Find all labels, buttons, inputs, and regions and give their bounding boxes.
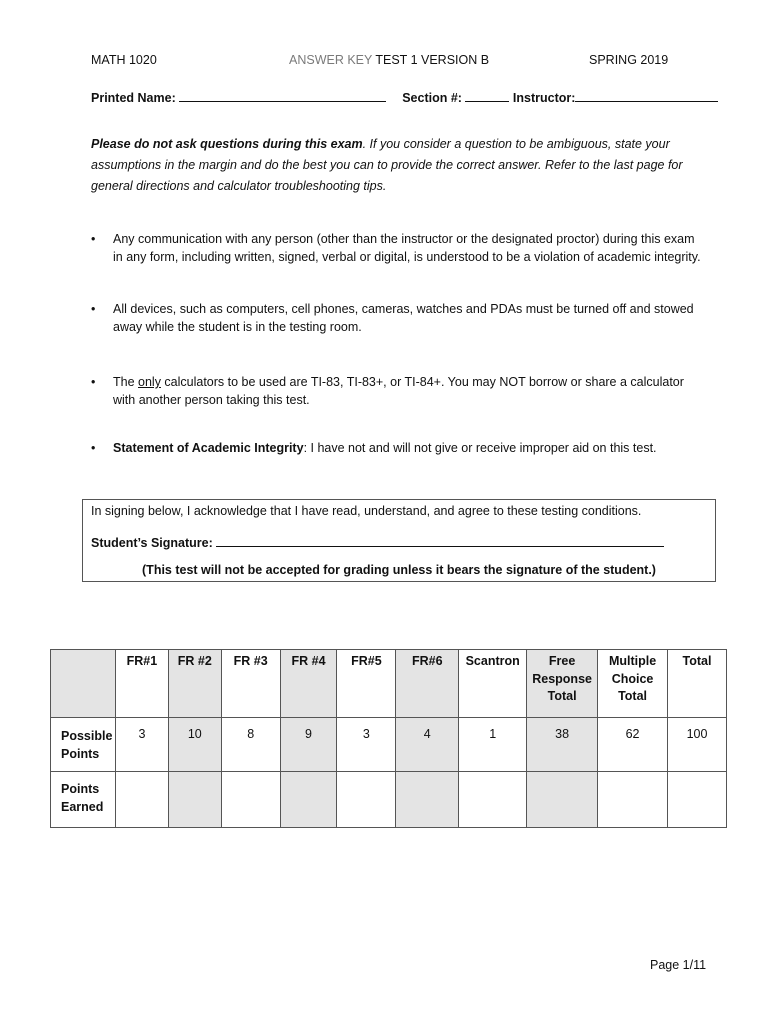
possible-cell: 3	[115, 718, 168, 772]
col-header: Scantron	[459, 650, 527, 718]
earned-cell[interactable]	[598, 772, 668, 828]
calc-only: only	[138, 375, 161, 389]
score-table	[50, 649, 727, 828]
signature-line	[91, 534, 664, 550]
test-version: TEST 1 VERSION B	[375, 53, 490, 67]
earned-cell[interactable]	[396, 772, 459, 828]
header-row	[51, 650, 727, 718]
col-header: Multiple Choice Total	[598, 650, 668, 718]
instructor-blank[interactable]	[575, 89, 718, 102]
earned-cell[interactable]	[459, 772, 527, 828]
possible-cell: 9	[280, 718, 337, 772]
possible-cell: 3	[337, 718, 396, 772]
calc-pre: The	[113, 375, 139, 389]
possible-cell: 100	[668, 718, 727, 772]
rule-communication	[91, 231, 701, 266]
signature-note: (This test will not be accepted for grading unless it bears the signature of the student.)	[142, 563, 656, 577]
signature-blank[interactable]	[216, 534, 664, 547]
bullet-icon: •	[91, 441, 96, 455]
rule-calculators-text	[113, 374, 701, 409]
points-earned-row	[51, 772, 727, 828]
earned-cell[interactable]	[168, 772, 221, 828]
rule-calculators	[91, 374, 701, 409]
rule-communication-text: Any communication with any person (other than the instructor or the designated proctor) during this exam in any form, including written, signed, verbal or digital, is understood to be a violation of academic integrity.	[113, 232, 701, 264]
possible-cell: 10	[168, 718, 221, 772]
bullet-icon: •	[91, 375, 96, 389]
calc-post: calculators to be used are TI-83, TI-83+, or TI-84+. You may NOT borrow or share a calculator with another person taking this test.	[113, 375, 684, 407]
rule-integrity-text	[113, 440, 701, 458]
corner-cell	[51, 650, 116, 718]
possible-cell: 1	[459, 718, 527, 772]
rule-devices	[91, 301, 701, 336]
intro-paragraph	[91, 134, 711, 197]
col-header: FR #2	[168, 650, 221, 718]
earned-cell[interactable]	[221, 772, 280, 828]
earned-cell[interactable]	[337, 772, 396, 828]
earned-cell[interactable]	[527, 772, 598, 828]
possible-cell: 8	[221, 718, 280, 772]
instructor-label: Instructor:	[512, 91, 576, 105]
possible-cell: 4	[396, 718, 459, 772]
signature-label: Student’s Signature:	[91, 536, 213, 550]
integrity-statement: : I have not and will not give or receive improper aid on this test.	[303, 441, 657, 455]
earned-cell[interactable]	[280, 772, 337, 828]
earned-cell[interactable]	[115, 772, 168, 828]
bullet-icon: •	[91, 232, 96, 246]
col-header: FR#1	[115, 650, 168, 718]
section-label: Section #:	[402, 91, 462, 105]
col-header: FR#6	[396, 650, 459, 718]
section-blank[interactable]	[465, 89, 509, 102]
page-number: Page 1/11	[650, 958, 707, 972]
signature-box	[82, 499, 716, 582]
col-header: FR #3	[221, 650, 280, 718]
intro-rest: . If you consider a question to be ambiguous, state your assumptions in the margin and do the best you can to provide the correct answer. Refer to the last page for general directions and calculator troubleshooting tips.	[91, 137, 683, 193]
answer-key-label: ANSWER KEY	[289, 53, 373, 67]
integrity-label: Statement of Academic Integrity	[113, 441, 304, 455]
earned-cell[interactable]	[668, 772, 727, 828]
term: SPRING 2019	[589, 53, 669, 67]
points-earned-label: Points Earned	[51, 772, 116, 828]
col-header: Total	[668, 650, 727, 718]
test-title	[289, 53, 489, 67]
col-header: Free Response Total	[527, 650, 598, 718]
printed-name-label: Printed Name:	[91, 91, 176, 105]
student-info-line	[91, 89, 718, 105]
bullet-icon: •	[91, 302, 96, 316]
possible-points-label: Possible Points	[51, 718, 116, 772]
possible-cell: 62	[598, 718, 668, 772]
col-header: FR #4	[280, 650, 337, 718]
rule-devices-text: All devices, such as computers, cell phones, cameras, watches and PDAs must be turned off and stowed away while the student is in the testing room.	[113, 302, 694, 334]
rule-integrity	[91, 440, 701, 458]
intro-emphasis: Please do not ask questions during this exam	[91, 137, 363, 151]
possible-cell: 38	[527, 718, 598, 772]
acknowledgement-text: In signing below, I acknowledge that I have read, understand, and agree to these testing conditions.	[91, 504, 642, 518]
col-header: FR#5	[337, 650, 396, 718]
printed-name-blank[interactable]	[179, 89, 386, 102]
possible-points-row	[51, 718, 727, 772]
course-code: MATH 1020	[91, 53, 157, 67]
